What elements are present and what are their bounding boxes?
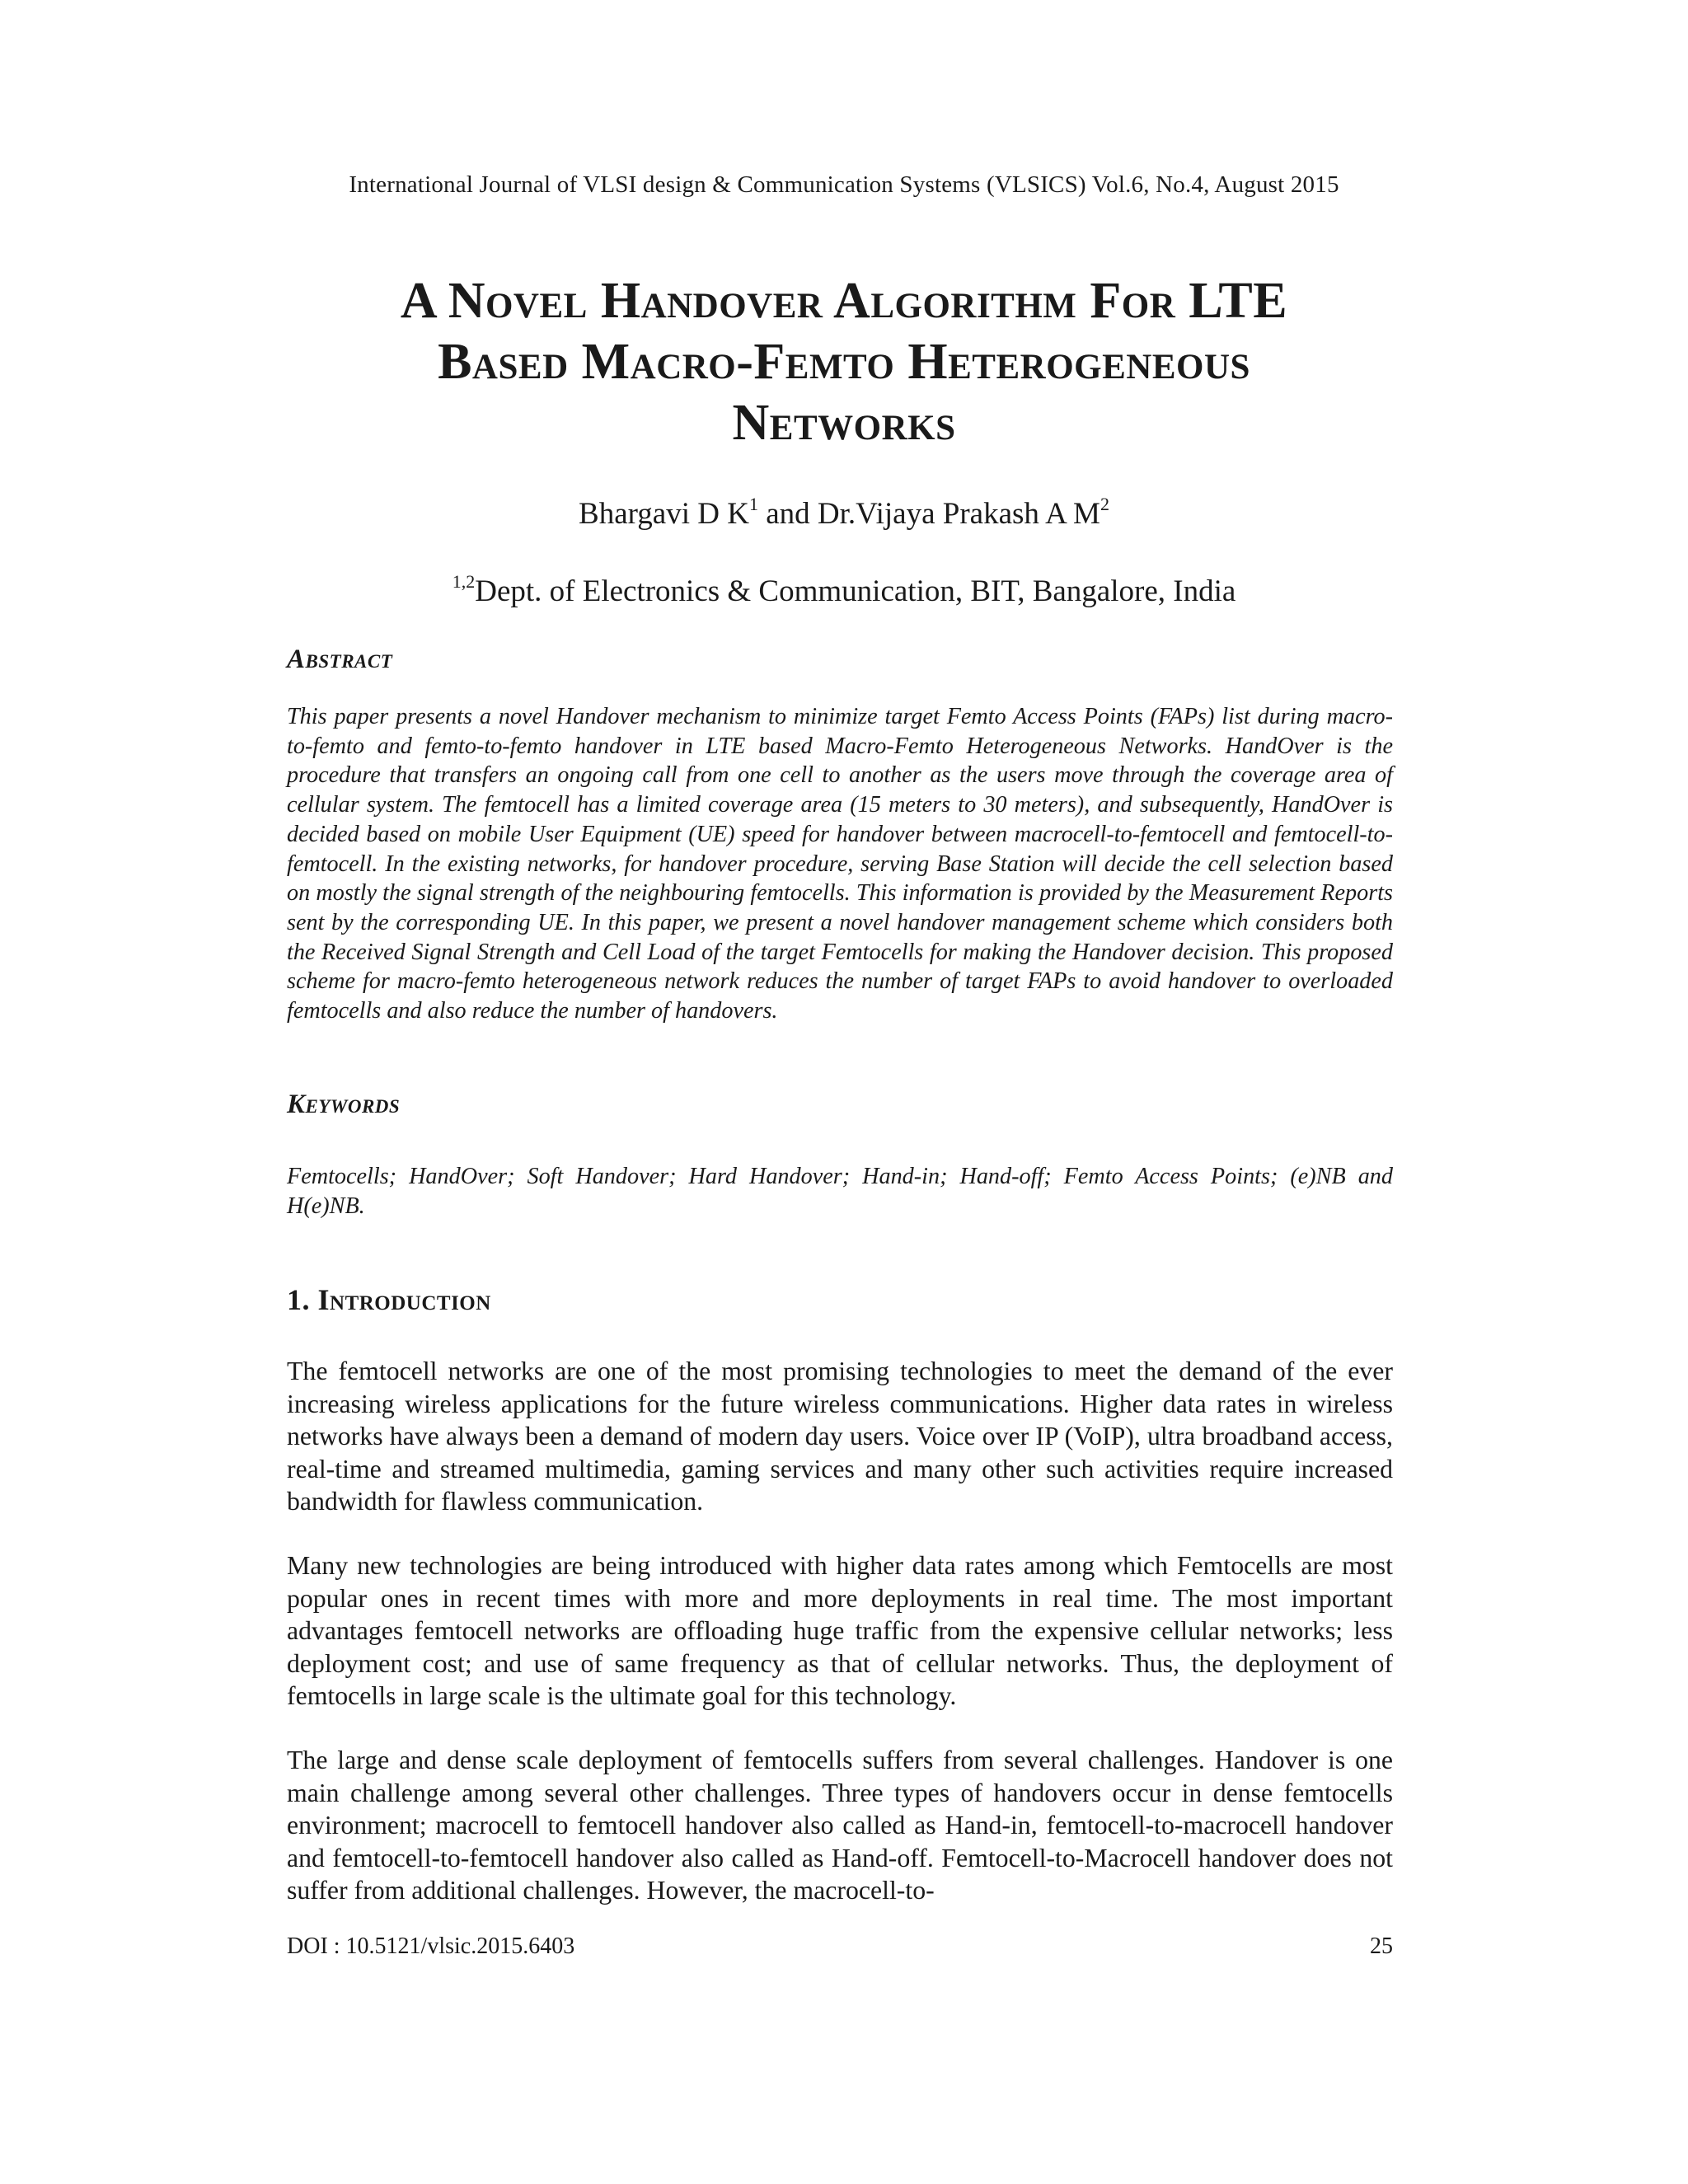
introduction-heading: 1. Introduction: [287, 1283, 491, 1316]
paper-title: [0, 270, 1688, 453]
page-number: 25: [1370, 1933, 1393, 1959]
keywords-text: Femtocells; HandOver; Soft Handover; Hard Handover; Hand-in; Hand-off; Femto Access Points; (e)NB and H(e)NB.: [287, 1164, 1393, 1219]
abstract-text: This paper presents a novel Handover mechanism to minimize target Femto Access Points (FAPs) list during macro-to-femto and femto-to-femto handover in LTE based Macro-Femto Heterogeneous Networks. HandOver is the procedure that transfers an ongoing call from one cell to another as the users move through the coverage area of cellular system. The femtocell has a limited coverage area (15 meters to 30 meters), and subsequently, HandOver is decided based on mobile User Equipment (UE) speed for handover between macrocell-to-femtocell and femtocell-to-femtocell. In the existing networks, for handover procedure, serving Base Station will decide the cell selection based on mostly the signal strength of the neighbouring femtocells. This information is provided by the Measurement Reports sent by the corresponding UE. In this paper, we present a novel handover management scheme which considers both the Received Signal Strength and Cell Load of the target Femtocells for making the Handover decision. This proposed scheme for macro-femto heterogeneous network reduces the number of target FAPs to avoid handover to overloaded femtocells and also reduce the number of handovers.: [287, 704, 1393, 1024]
keywords-heading: Keywords: [287, 1090, 401, 1119]
title-line-3: Networks: [732, 395, 956, 451]
title-line-2: Based Macro-Femto Heterogeneous: [438, 334, 1250, 390]
author-1-superscript: 1: [748, 494, 758, 514]
doi: DOI : 10.5121/vlsic.2015.6403: [287, 1933, 575, 1959]
intro-paragraph-1: The femtocell networks are one of the most promising technologies to meet the demand of the ever increasing wireless applications for the future wireless communications. Higher data rates in wireless networks have always been a demand of modern day users. Voice over IP (VoIP), ultra broadband access, real-time and streamed multimedia, gaming services and many other such activities require increased bandwidth for flawless communication.: [287, 1357, 1393, 1516]
intro-paragraph-2: Many new technologies are being introduced with higher data rates among which Femtocells are most popular ones in recent times with more and more deployments in real time. The most important advantages femtocell networks are offloading huge traffic from the expensive cellular networks; less deployment cost; and use of same frequency as that of cellular networks. Thus, the deployment of femtocells in large scale is the ultimate goal for this technology.: [287, 1551, 1393, 1710]
affiliation-text: Dept. of Electronics & Communication, BIT, Bangalore, India: [475, 574, 1236, 608]
affiliation: [0, 571, 1688, 609]
author-2: and Dr.Vijaya Prakash A M: [757, 497, 1100, 531]
journal-header: International Journal of VLSI design & Communication Systems (VLSICS) Vol.6, No.4, August 2015: [349, 171, 1339, 198]
author-2-superscript: 2: [1100, 494, 1109, 514]
authors: [0, 496, 1688, 532]
affiliation-superscript: 1,2: [452, 571, 476, 592]
title-line-1: A Novel Handover Algorithm For LTE: [400, 273, 1288, 329]
author-1: Bhargavi D K: [579, 497, 749, 531]
intro-paragraph-3: The large and dense scale deployment of femtocells suffers from several challenges. Handover is one main challenge among several other challenges. Three types of handovers occur in dense femtocells environment; macrocell to femtocell handover also called as Hand-in, femtocell-to-macrocell handover and femtocell-to-femtocell handover also called as Hand-off. Femtocell-to-Macrocell handover does not suffer from additional challenges. However, the macrocell-to-: [287, 1746, 1393, 1905]
abstract-heading: Abstract: [287, 644, 393, 674]
